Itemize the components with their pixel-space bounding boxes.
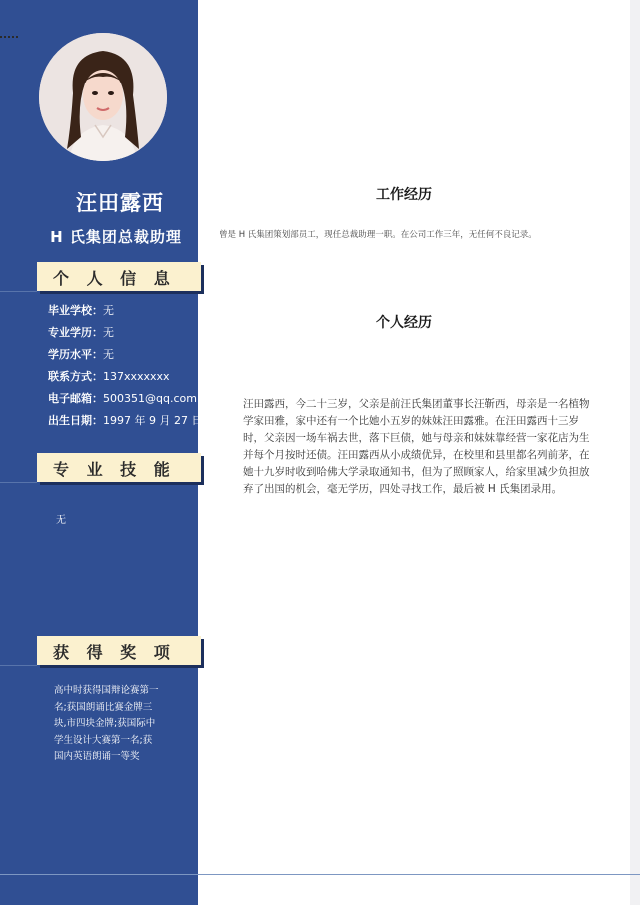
info-item-phone: 联系方式：137xxxxxxx bbox=[48, 370, 170, 383]
sidebar bbox=[0, 0, 203, 905]
awards-text: 高中时获得国辩论赛第一名;获国朗诵比赛金牌三块,市四块金牌;获国际中学生设计大赛第一名;获国内英语朗诵一等奖 bbox=[54, 685, 159, 762]
skills-text: 无 bbox=[56, 515, 66, 526]
personal-info-tab bbox=[37, 262, 201, 291]
dotted-mark bbox=[0, 36, 18, 38]
avatar bbox=[39, 33, 167, 161]
awards-tab bbox=[37, 636, 201, 665]
work-experience-text: 曾是 H 氏集团策划部员工，现任总裁助理一职。在公司工作三年，无任何不良记录。 bbox=[219, 230, 537, 240]
awards-heading: 获 得 奖 项 bbox=[53, 643, 176, 662]
personal-history-text: 汪田露西，今二十三岁，父亲是前汪氏集团董事长汪靳西，母亲是一名植物学家田雅，家中还有一个比她小五岁的妹妹汪田露雅。在汪田露西十三岁时，父亲因一场车祸去世，落下巨债，她与母亲和妹妹靠经营一家花店为生并每个月按时还债。汪田露西从小成绩优异，在校里和县里都名列前茅，在她十九岁时收到哈佛大学录取通知书，但为了照顾家人，给家里减少负担放弃了出国的机会，毫无学历，四处寻找工作，最后被 H 氏集团录用。 bbox=[243, 398, 590, 495]
personal-info-heading: 个 人 信 息 bbox=[53, 269, 176, 288]
skills-tab bbox=[37, 453, 201, 482]
info-item-birthday: 出生日期：1997 年 9 月 27 日 bbox=[48, 414, 203, 427]
personal-info-list bbox=[48, 303, 202, 435]
info-item-email: 电子邮箱：500351@qq.com bbox=[48, 392, 197, 405]
work-experience-heading: 工作经历 bbox=[376, 187, 432, 203]
personal-history-heading: 个人经历 bbox=[376, 315, 432, 331]
page-edge-shadow bbox=[630, 0, 640, 905]
info-item-major: 专业学历：无 bbox=[48, 326, 114, 339]
avatar-portrait-image bbox=[39, 33, 167, 161]
info-item-school: 毕业学校：无 bbox=[48, 304, 114, 317]
profile-job-title: H 氏集团总裁助理 bbox=[50, 228, 182, 246]
bottom-divider bbox=[0, 874, 640, 875]
info-item-education: 学历水平：无 bbox=[48, 348, 114, 361]
profile-name: 汪田露西 bbox=[76, 191, 164, 215]
skills-heading: 专 业 技 能 bbox=[53, 460, 176, 479]
